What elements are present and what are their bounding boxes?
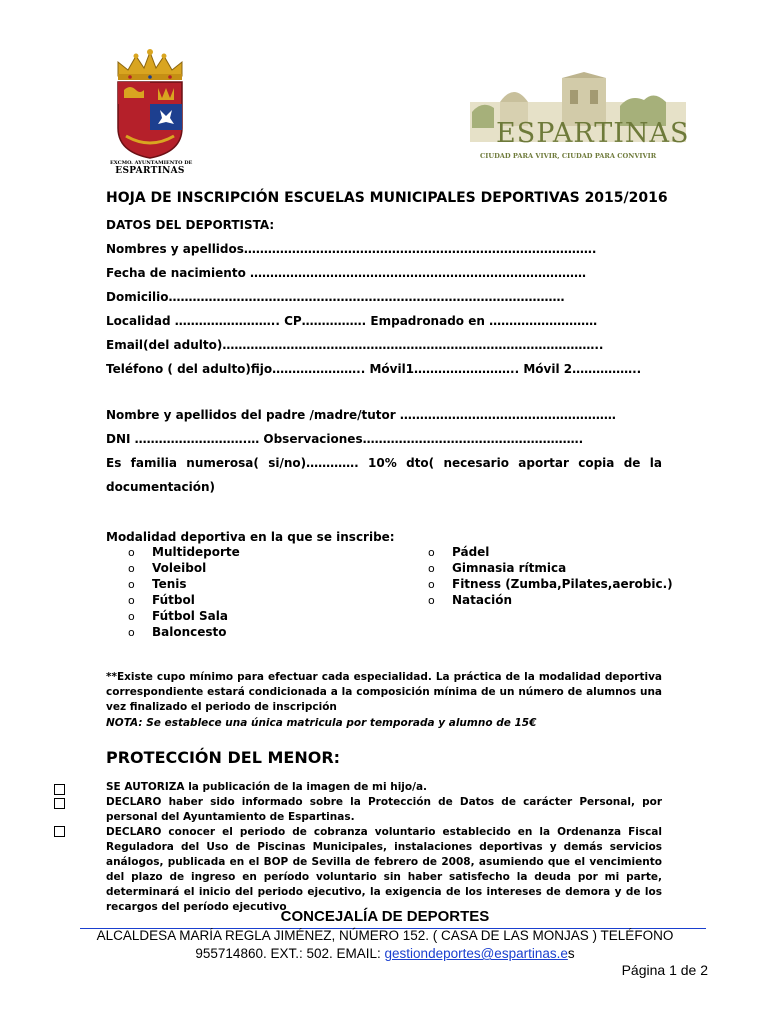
field-phone[interactable]: Teléfono ( del adulto)fijo………………….. Móvil1…………………….. Móvil 2…………….. (106, 362, 642, 376)
sport-label: Fitness (Zumba,Pilates,aerobic.) (452, 577, 673, 591)
quota-note: **Existe cupo mínimo para efectuar cada especialidad. La práctica de la modalidad deportiva correspondiente estará condicionada a la composición mínima de un número de alumnos una vez finalizado el periodo de inscripción (106, 671, 662, 713)
consent-payment-checkbox[interactable] (54, 826, 65, 837)
sport-option[interactable] (128, 592, 368, 608)
field-birth-date[interactable]: Fecha de nacimiento ………………………………………………………………………… (106, 266, 587, 280)
sports-list-right (428, 544, 688, 608)
section-athlete-data: DATOS DEL DEPORTISTA: (106, 218, 275, 232)
field-email[interactable]: Email(del adulto)………………………………………………………………………………….. (106, 338, 604, 352)
field-locality[interactable]: Localidad …………………….. CP……………. Empadronado en ……………………… (106, 314, 598, 328)
sport-label: Fútbol (152, 593, 195, 607)
sport-label: Natación (452, 593, 512, 607)
consent-image-checkbox[interactable] (54, 784, 65, 795)
bullet-marker: o (428, 545, 435, 559)
page-number: Página 1 de 2 (621, 962, 708, 978)
footer-email-link[interactable]: gestiondeportes@espartinas.e (384, 946, 568, 961)
consent-data-text: DECLARO haber sido informado sobre la Protección de Datos de carácter Personal, por personal del Ayuntamiento de Espartinas. (106, 796, 662, 823)
fee-note: NOTA: Se establece una única matricula por temporada y alumno de 15€ (106, 717, 537, 729)
town-logo-name: ESPARTINAS (496, 118, 690, 149)
footer-contact-prefix: 955714860. EXT.: 502. EMAIL: (195, 946, 385, 961)
bullet-marker: o (428, 577, 435, 591)
sport-label: Fútbol Sala (152, 609, 228, 623)
sports-list-left (128, 544, 368, 640)
bullet-marker: o (128, 625, 135, 639)
municipal-crest (110, 48, 193, 178)
bullet-marker: o (128, 561, 135, 575)
sport-label: Tenis (152, 577, 187, 591)
bullet-marker: o (428, 593, 435, 607)
field-dni[interactable]: DNI ……………………….… Observaciones………………………………………………. (106, 432, 584, 446)
sport-label: Baloncesto (152, 625, 227, 639)
crest-caption-top: EXCMO. AYUNTAMIENTO DE (110, 160, 193, 166)
bullet-marker: o (428, 561, 435, 575)
field-full-name[interactable]: Nombres y apellidos……………………………………………………………………………. (106, 242, 597, 256)
sport-option[interactable] (128, 608, 368, 624)
sport-option[interactable] (428, 576, 688, 592)
section-minor-protection: PROTECCIÓN DEL MENOR: (106, 748, 341, 767)
town-logo (470, 72, 690, 164)
sport-option[interactable] (428, 544, 688, 560)
sport-option[interactable] (428, 592, 688, 608)
bullet-marker: o (128, 609, 135, 623)
field-address[interactable]: Domicilio……………………………………………………………………………………… (106, 290, 565, 304)
crest-caption-bottom: ESPARTINAS (115, 166, 185, 176)
field-large-family[interactable]: Es familia numerosa( si/no)…………. 10% dto( necesario aportar copia de la (106, 456, 662, 470)
footer-email-tail: s (567, 946, 575, 961)
crest-shield-icon (110, 48, 190, 160)
footer-address: ALCALDESA MARÍA REGLA JIMÉNEZ, NÚMERO 152. ( CASA DE LAS MONJAS ) TELÉFONO (96, 928, 674, 943)
sport-option[interactable] (128, 576, 368, 592)
sport-option[interactable] (128, 624, 368, 640)
bullet-marker: o (128, 593, 135, 607)
field-large-family-continued: documentación) (106, 480, 216, 494)
consent-payment-text: DECLARO conocer el periodo de cobranza voluntario establecido en la Ordenanza Fiscal Reguladora del Uso de Piscinas Municipales, instalaciones deportivas y demás servicios análogos, publicada en el BOP de Sevilla de febrero de 2008, asumiendo que el vencimiento del plazo de ingreso en período voluntario sin haber satisfecho la deuda por mi parte, determinará el inicio del periodo ejecutivo, la exigencia de los intereses de demora y de los recargos del período ejecutivo (106, 826, 662, 913)
field-parent-name[interactable]: Nombre y apellidos del padre /madre/tutor ……………………………………………… (106, 408, 616, 422)
bullet-marker: o (128, 545, 135, 559)
bullet-marker: o (128, 577, 135, 591)
sport-label: Pádel (452, 545, 490, 559)
footer-department: CONCEJALÍA DE DEPORTES (280, 908, 490, 925)
consent-image-text: SE AUTORIZA la publicación de la imagen de mi hijo/a. (106, 781, 428, 793)
sport-option[interactable] (128, 560, 368, 576)
modality-label: Modalidad deportiva en la que se inscribe: (106, 530, 395, 544)
sport-label: Gimnasia rítmica (452, 561, 567, 575)
consent-data-checkbox[interactable] (54, 798, 65, 809)
sport-option[interactable] (428, 560, 688, 576)
town-logo-slogan: CIUDAD PARA VIVIR, CIUDAD PARA CONVIVIR (480, 152, 657, 160)
footer-contact (0, 946, 770, 961)
sport-option[interactable] (128, 544, 368, 560)
sport-label: Voleibol (152, 561, 207, 575)
form-title: HOJA DE INSCRIPCIÓN ESCUELAS MUNICIPALES DEPORTIVAS 2015/2016 (106, 190, 668, 206)
sport-label: Multideporte (152, 545, 240, 559)
